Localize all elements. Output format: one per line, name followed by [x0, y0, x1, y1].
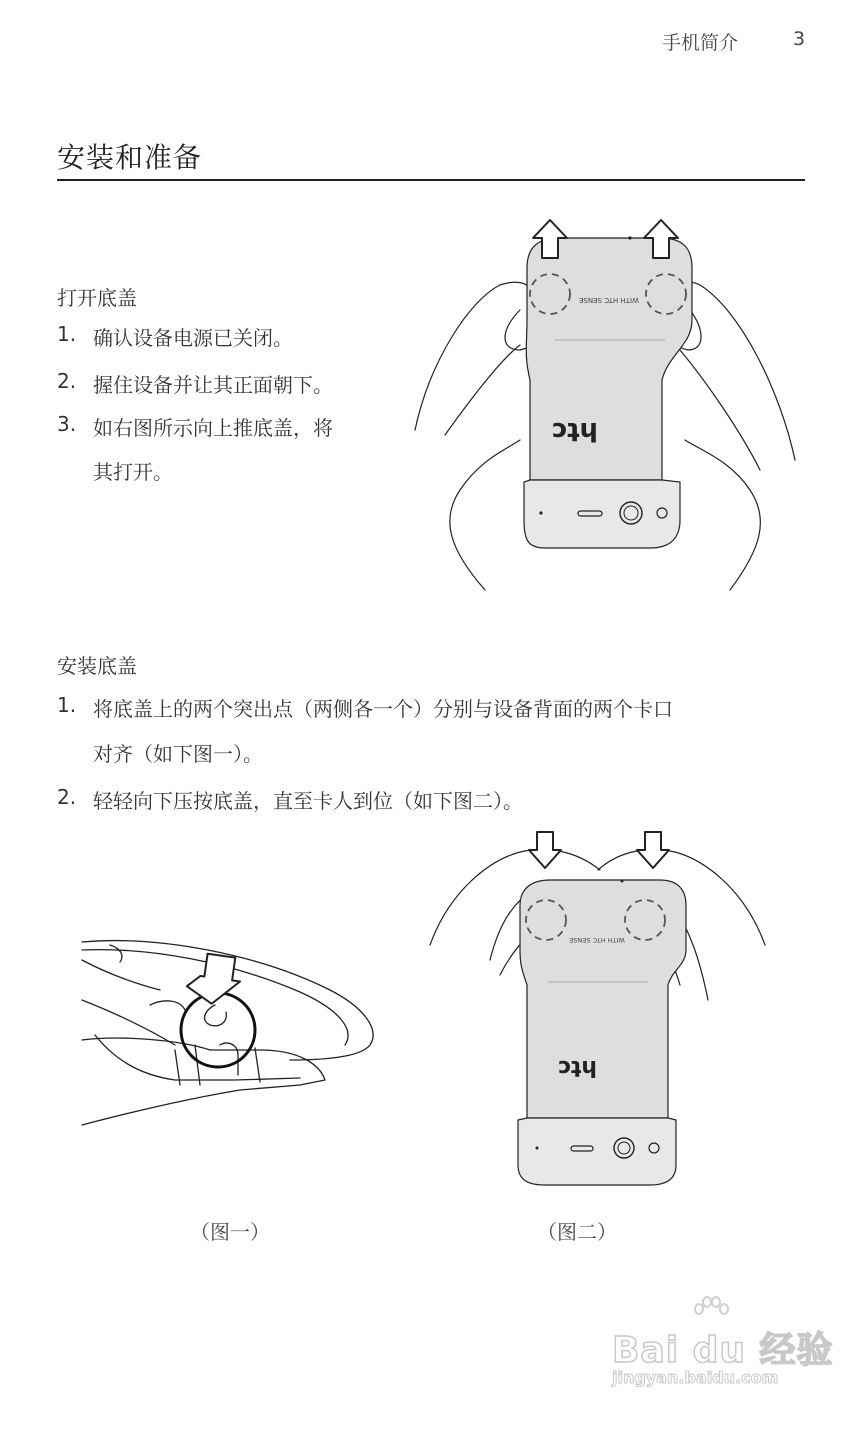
- step-number: 2.: [57, 785, 77, 809]
- step-text: 如右图所示向上推底盖，将: [93, 416, 333, 440]
- phone-sense-label: WITH HTC SENSE: [579, 296, 639, 304]
- figure-2-press-illustration: [425, 825, 770, 1195]
- section-title: 安装和准备: [57, 141, 203, 174]
- step-number: 3.: [57, 412, 77, 436]
- step-text-continued: 对齐（如下图一）。: [93, 742, 263, 766]
- phone-logo: htc: [557, 1055, 597, 1080]
- step-number: 2.: [57, 369, 77, 393]
- open-step-1: [57, 322, 397, 348]
- step-number: 1.: [57, 693, 77, 717]
- phone-logo: htc: [551, 416, 598, 446]
- step-text: 握住设备并让其正面朝下。: [93, 373, 333, 397]
- watermark-brand: Bai du 经验: [612, 1330, 834, 1371]
- phone-sense-label: WITH HTC SENSE: [569, 936, 625, 944]
- arrow-down-icon: [637, 832, 669, 868]
- open-step-3: [57, 412, 397, 484]
- arrow-down-icon: [529, 832, 561, 868]
- running-header-title: 手机简介: [662, 32, 739, 54]
- install-step-1: [57, 693, 817, 765]
- figure-1-caption: （图一）: [190, 1220, 270, 1244]
- figure-2-caption: （图二）: [537, 1220, 617, 1244]
- step-text-continued: 其打开。: [93, 460, 173, 484]
- step-number: 1.: [57, 322, 77, 346]
- watermark-url: jingyan.baidu.com: [612, 1368, 779, 1387]
- install-step-2: [57, 785, 817, 811]
- open-step-2: [57, 369, 397, 395]
- figure-1-latch-illustration: [78, 930, 388, 1130]
- page-number: 3: [793, 28, 806, 50]
- baidu-jingyan-watermark: [612, 1296, 834, 1396]
- step-text: 确认设备电源已关闭。: [93, 326, 293, 350]
- install-cover-heading: 安装底盖: [57, 654, 137, 678]
- step-text: 轻轻向下压按底盖，直至卡人到位（如下图二）。: [93, 789, 523, 813]
- open-cover-heading: 打开底盖: [57, 286, 137, 310]
- title-divider: [57, 179, 805, 181]
- open-cover-illustration: [405, 215, 805, 595]
- step-text: 将底盖上的两个突出点（两侧各一个）分别与设备背面的两个卡口: [93, 697, 673, 721]
